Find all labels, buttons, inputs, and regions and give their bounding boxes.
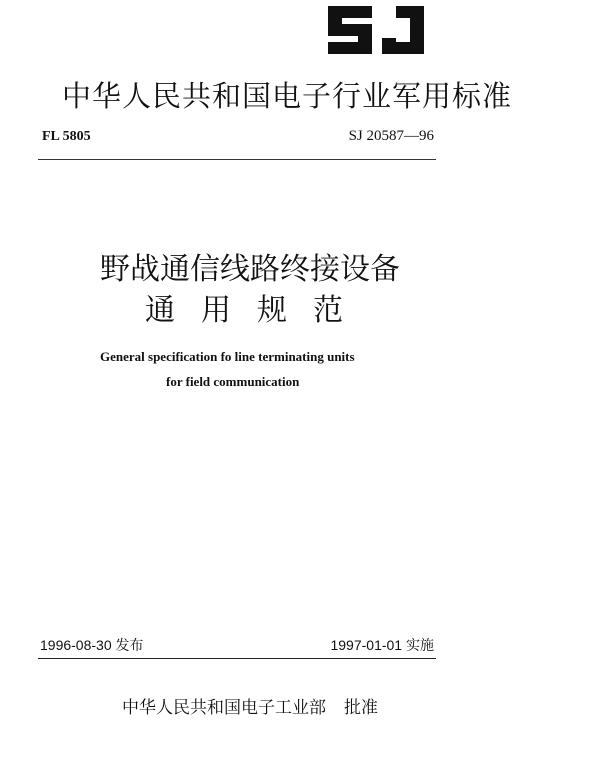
footer-divider (38, 658, 436, 659)
approval-action: 批准 (344, 698, 378, 718)
approval-line (122, 693, 378, 718)
approval-authority: 中华人民共和国电子工业部 (122, 698, 326, 718)
title-zh-line2: 通用规范 (145, 293, 369, 328)
title-en-line2: for field communication (166, 374, 300, 389)
header-divider (38, 159, 436, 160)
sj-logo (324, 0, 430, 58)
standard-number: SJ 20587—96 (348, 128, 434, 144)
classification-code: FL 5805 (42, 129, 91, 144)
title-en-line1: General specification fo line terminating units (100, 349, 355, 364)
standard-name: 中华人民共和国电子行业军用标准 (62, 79, 513, 113)
title-zh-line1: 野战通信线路终接设备 (100, 252, 400, 287)
issue-date: 1996-08-30 发布 (40, 637, 144, 653)
effective-date: 1997-01-01 实施 (330, 637, 434, 653)
